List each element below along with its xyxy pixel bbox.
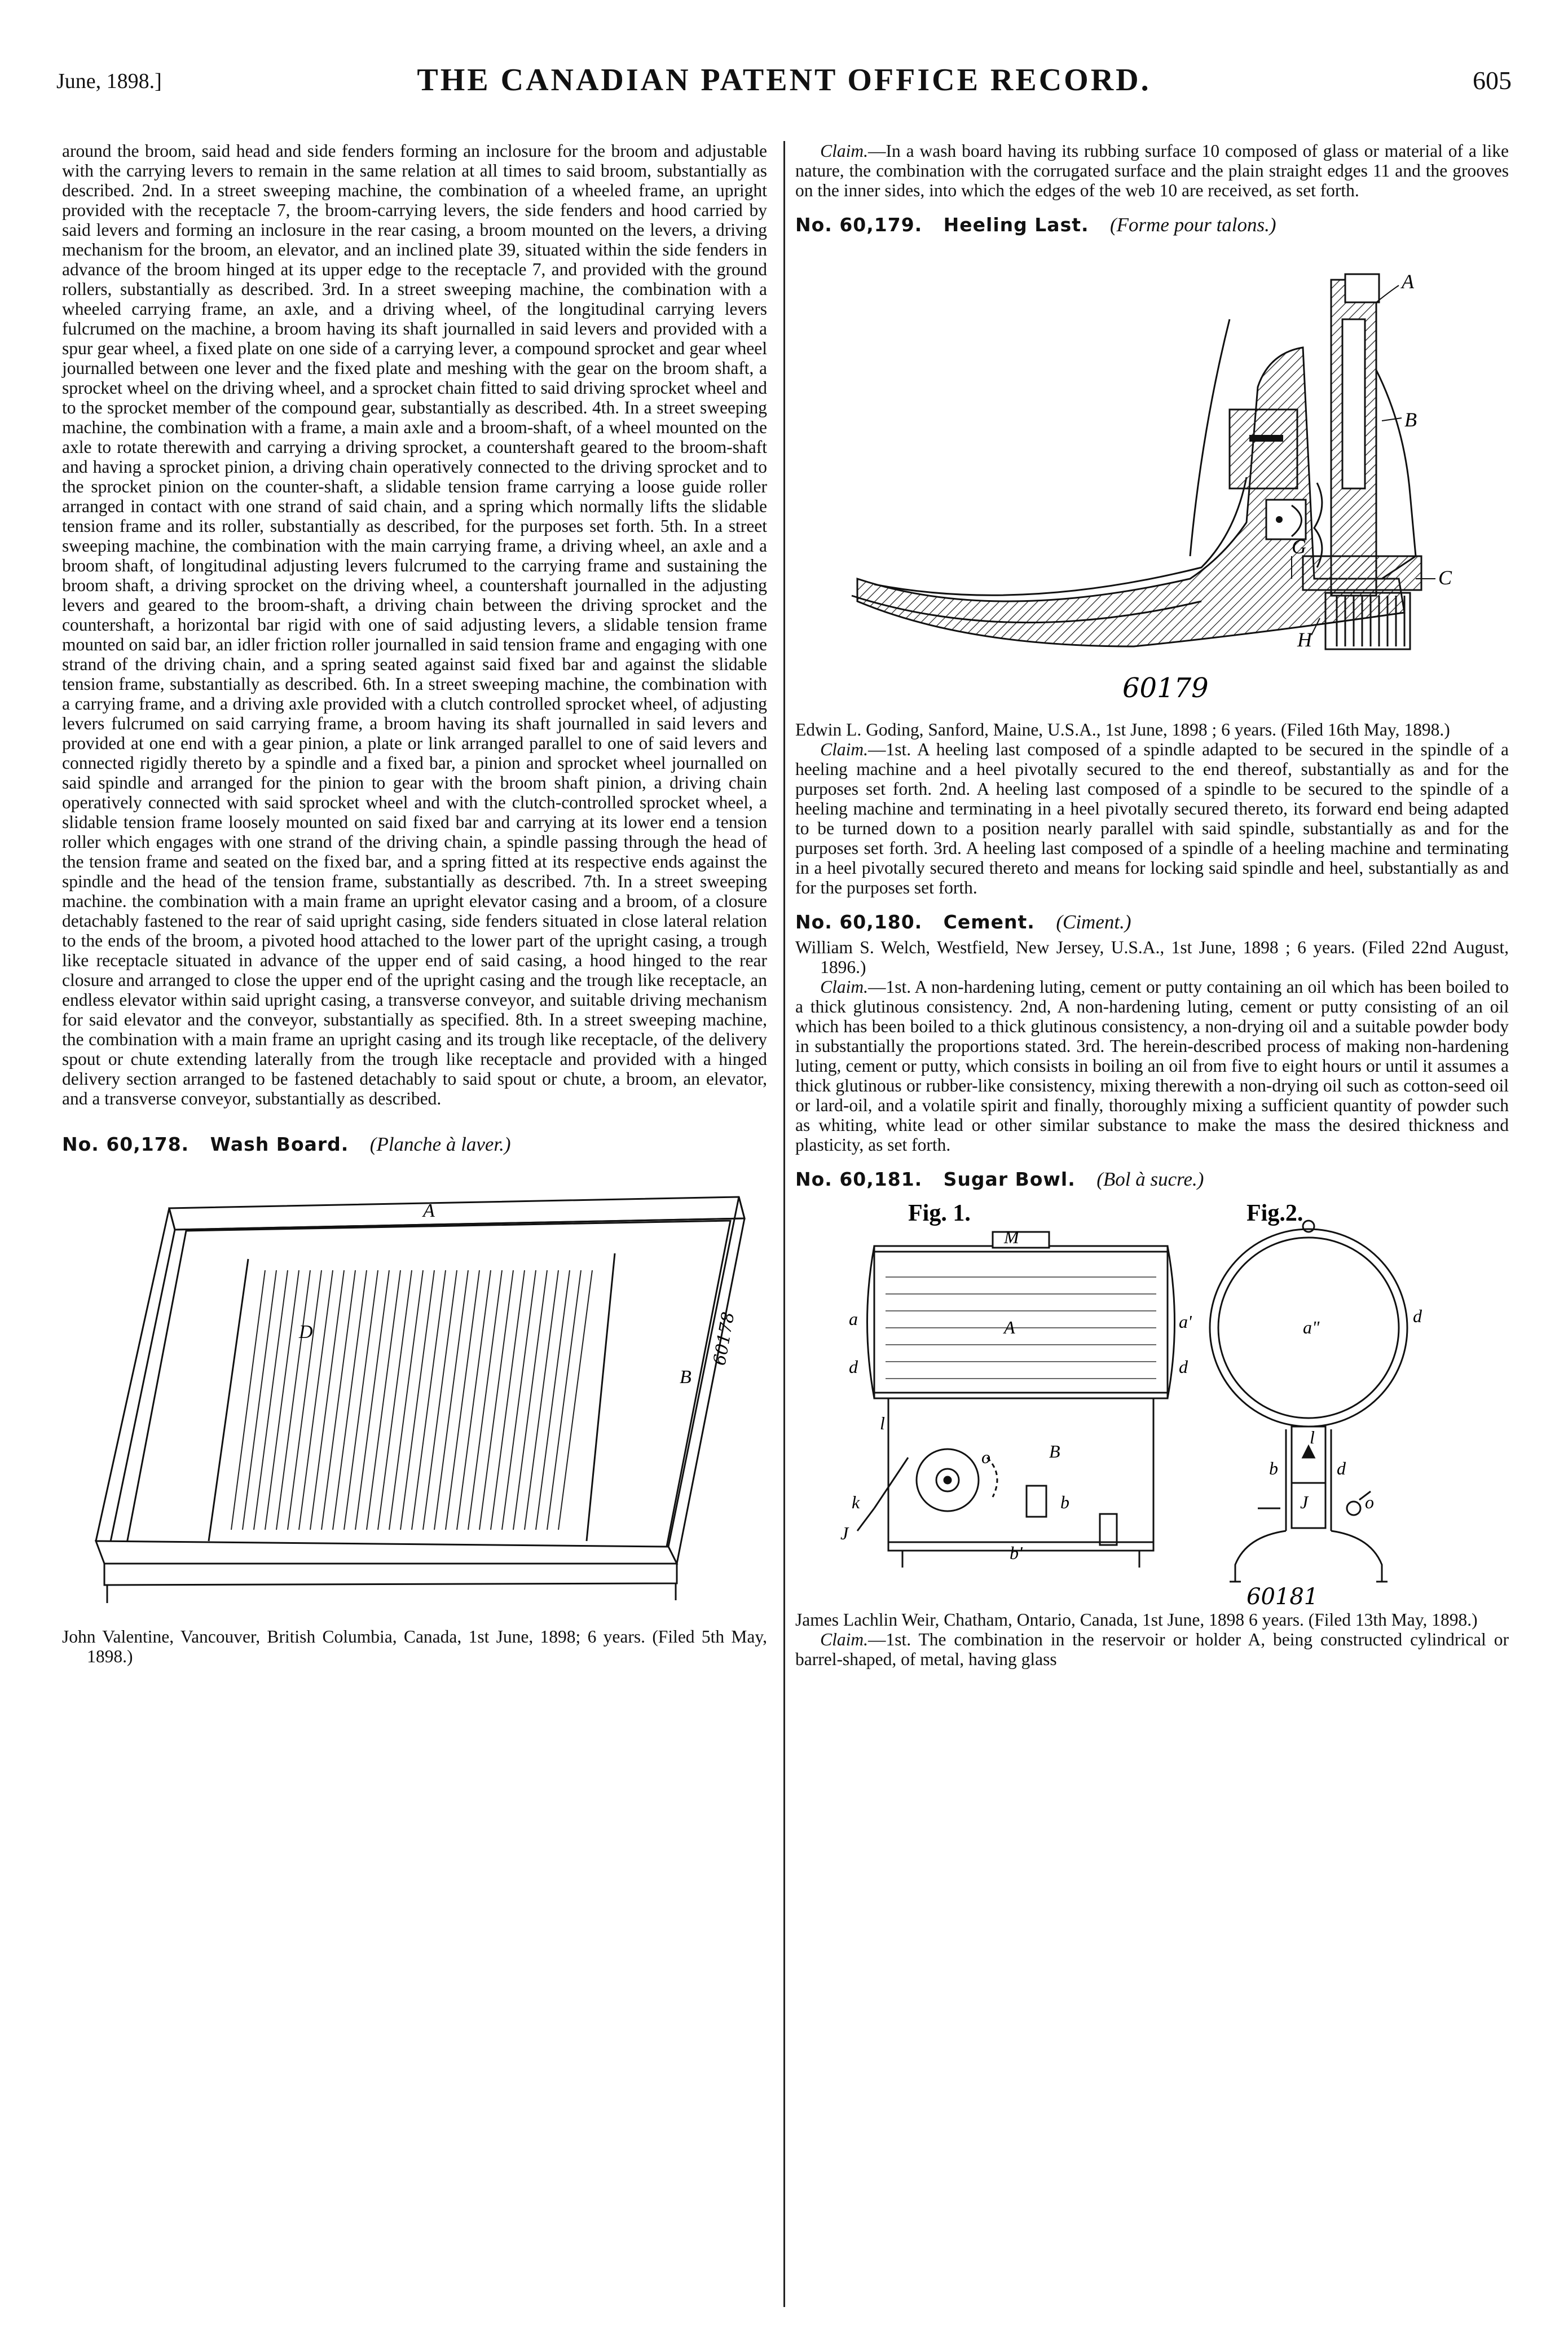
entry-60178-title: Wash Board.: [210, 1133, 349, 1155]
claim-60178: [795, 141, 1509, 200]
entry-60180-french: (Ciment.): [1056, 911, 1131, 933]
sugar-fig-label-j: J: [840, 1523, 849, 1543]
entry-60180-title: Cement.: [943, 911, 1035, 933]
claim-60181: [795, 1630, 1509, 1669]
wash-fig-label-a: A: [423, 1200, 435, 1221]
heel-fig-label-a: A: [1402, 270, 1414, 293]
sugar-fig2-label-j: J: [1300, 1492, 1309, 1512]
page-number: 605: [1473, 66, 1512, 95]
sugar-fig2-label-d: d: [1413, 1306, 1422, 1326]
entry-60180-applicant: William S. Welch, Westfield, New Jersey, U.S.A., 1st June, 1898 ; 6 years. (Filed 22nd August, 1896.): [795, 937, 1509, 977]
sugar-fig-label-a1: a': [1179, 1311, 1192, 1332]
fig1-label: Fig. 1.: [908, 1200, 971, 1226]
sugar-fig-label-b: b: [1060, 1492, 1069, 1512]
claim-60179: [795, 739, 1509, 897]
entry-60178-number: No. 60,178.: [62, 1133, 190, 1155]
claim-60178-text: —In a wash board having its rubbing surface 10 composed of glass or material of a like nature, the combination with the corrugated surface and the plain straight edges 11 and the grooves on the inner sides, into which the edges of the web 10 are received, as set forth.: [795, 141, 1509, 200]
heel-fig-label-b: B: [1404, 408, 1417, 431]
header-date: June, 1898.]: [56, 69, 162, 93]
entry-60179-french: (Forme pour talons.): [1110, 214, 1276, 236]
heel-fig-label-g: G: [1292, 535, 1306, 558]
wash-fig-label-d: D: [299, 1322, 313, 1342]
sugar-fig-label-d-right: d: [1179, 1357, 1188, 1377]
sugar-fig-label-o: o: [981, 1447, 990, 1467]
entry-60180-number: No. 60,180.: [795, 911, 923, 933]
entry-60178-french: (Planche à laver.): [369, 1133, 511, 1155]
claim-60180: [795, 977, 1509, 1155]
right-column: [795, 141, 1509, 1669]
sugar-fig-label-a: a: [849, 1309, 858, 1329]
claim-60179-text: —1st. A heeling last composed of a spindle adapted to be secured in the spindle of a heeling machine and a heel pivotally secured to the end thereof, substantially as and for the purposes set forth. 2nd. A heeling last composed of a spindle to be secured to the spindle of a heeling machine and terminating in a heel pivotally secured thereto, its forward end being adapted to be turned down to a position nearly parallel with said spindle, substantially as and for the purposes set forth. 3rd. A heeling last composed of a spindle of a heeling machine and terminating in a heel pivotally secured thereto and means for locking said spindle and heel, substantially as and for the purposes set forth.: [795, 739, 1509, 897]
sugar-fig2-label-a2: a": [1303, 1317, 1320, 1337]
sugar-fig2-label-o: o: [1365, 1492, 1374, 1512]
claim-60181-text: —1st. The combination in the reservoir or holder A, being constructed cylindrical or barrel-shaped, of metal, having glass: [795, 1630, 1509, 1669]
sugar-fig-label-d: d: [849, 1357, 858, 1377]
claim-60180-text: —1st. A non-hardening luting, cement or putty containing an oil which has been boiled to a thick glutinous consistency. 2nd, A non-hardening luting, cement or putty consisting of an oil which has been boiled to a thick glutinous consistency, a non-drying oil and a suitable powder body in substantially the proportions stated. 3rd. The herein-described process of making non-hardening luting, cement or putty, which consists in boiling an oil from five to eight hours or until it assumes a thick glutinous or rubber-like consistency, mixing therewith a non-drying oil such as cotton-seed oil or lard-oil, and a volatile spirit and finally, thoroughly mixing a sufficient quantity of powder such as whiting, white lead or other similar substance to make the mass the desired thickness and plasticity, as set forth.: [795, 977, 1509, 1155]
left-column: [62, 141, 767, 1666]
entry-60178-heading: [62, 1134, 767, 1154]
heel-fig-label-c: C: [1438, 566, 1452, 589]
column-divider: [783, 141, 785, 2307]
wash-board-figure: [62, 1169, 767, 1614]
wash-fig-patent-number: 60178: [710, 1310, 739, 1367]
claim-60180-label: Claim.: [820, 977, 868, 997]
sugar-fig-patent-number: 60181: [1247, 1584, 1319, 1610]
heeling-last-drawing: [795, 240, 1509, 720]
sugar-fig-label-k: k: [852, 1492, 860, 1512]
entry-60181-title: Sugar Bowl.: [943, 1168, 1076, 1190]
wash-fig-label-b: B: [680, 1367, 691, 1388]
sugar-fig2-label-b: b: [1269, 1458, 1278, 1478]
entry-60181-french: (Bol à sucre.): [1096, 1168, 1204, 1190]
sugar-fig-label-b1: b': [1010, 1543, 1023, 1563]
entry-60181-number: No. 60,181.: [795, 1168, 923, 1190]
entry-60179-heading: [795, 215, 1509, 235]
sugar-bowl-drawing: [795, 1192, 1509, 1610]
sugar-fig-label-m: M: [1004, 1227, 1019, 1247]
heeling-last-figure: [795, 240, 1509, 720]
fig2-label: Fig.2.: [1247, 1200, 1303, 1226]
entry-60178-applicant: John Valentine, Vancouver, British Columbia, Canada, 1st June, 1898; 6 years. (Filed 5th May, 1898.): [62, 1627, 767, 1666]
entry-60180-heading: [795, 912, 1509, 932]
sugar-fig-label-l: l: [880, 1413, 885, 1433]
header-title: THE CANADIAN PATENT OFFICE RECORD.: [417, 63, 1151, 98]
sugar-fig2-label-l: l: [1310, 1427, 1315, 1447]
entry-60181-applicant: James Lachlin Weir, Chatham, Ontario, Canada, 1st June, 1898 6 years. (Filed 13th May, 1898.): [795, 1610, 1478, 1630]
entry-60179-title: Heeling Last.: [943, 214, 1089, 236]
wash-board-drawing: [62, 1169, 767, 1614]
continued-claim-text: around the broom, said head and side fenders forming an inclosure for the broom and adjustable with the carrying levers to remain in the same relation at all times to said broom, substantially as described. 2nd. In a street sweeping machine, the combination of a wheeled frame, an upright provided with the receptacle 7, the broom-carrying levers, the side fenders and hood carried by said levers and forming an inclosure in the rear casing, a broom mounted on the levers, a driving mechanism for the broom, an elevator, and an inclined plate 39, situated within the side fenders in advance of the broom hinged at its upper edge to the receptacle 7, and provided with the ground rollers, substantially as described. 3rd. In a street sweeping machine, the combination with a wheeled carrying frame, an axle, and a driving wheel, of the longitudinal carrying levers fulcrumed on the machine, a broom having its shaft journalled in said levers and provided with a spur gear wheel, a fixed plate on one side of a carrying lever, a compound sprocket and gear wheel journalled between one lever and the fixed plate and meshing with the gear on the broom shaft, a sprocket wheel on the driving wheel, and a sprocket chain fitted to said driving sprocket wheel and to the sprocket member of the compound gear, substantially as described. 4th. In a street sweeping machine, the combination with a frame, a main axle and a broom-shaft, of a wheel mounted on the axle to rotate therewith and carrying a driving sprocket, a countershaft geared to the broom-shaft and having a sprocket pinion, a driving chain operatively connected to the driving sprocket and to the sprocket pinion on the counter-shaft, a slidable tension frame carrying a loose guide roller arranged in contact with one strand of said chain, and a spring which normally lifts the slidable tension frame and its roller, substantially as described, for the purposes set forth. 5th. In a street sweeping machine, the combination with the main carrying frame, a driving wheel, an axle and a broom shaft, of longitudinal adjusting levers fulcrumed to the carrying frame and sustaining the broom shaft, a driving sprocket on the driving wheel, a countershaft journalled in the adjusting levers and geared to the broom-shaft, a driving chain between the driving sprocket and the countershaft, a horizontal bar rigid with one of said adjusting levers, a slidable tension frame mounted on said bar, an idler friction roller journalled in said tension frame and engaging with one strand of the driving chain, and a spring seated against said fixed bar and against the slidable tension frame, substantially as described. 6th. In a street sweeping machine, the combination with a carrying frame, and a driving axle provided with a clutch controlled sprocket wheel, of adjusting levers fulcrumed on said carrying frame, a broom having its shaft journalled in said levers and provided at one end with a gear pinion, a plate or link arranged parallel to one of said levers and connected rigidly thereto by a spindle and a fixed bar, a pinion and sprocket wheel journalled on said spindle and arranged for the pinion to gear with the broom shaft pinion, a driving chain operatively connected with said sprocket wheel and with the clutch-controlled sprocket wheel, a slidable tension frame loosely mounted on said fixed bar and carrying at its lower end a tension roller which engages with one strand of the driving chain, a spindle passing through the head of the tension frame and seated on the fixed bar, and a spring fitted at its respective ends against the spindle and the head of the tension frame, substantially as described. 7th. In a street sweeping machine. the combination with a main frame an upright elevator casing and a broom, of a closure detachably fastened to the rear of said upright casing, side fenders situated in close lateral relation to the ends of the broom, a pivoted hood attached to the lower part of the upright casing, a trough like receptacle situated in advance of the upper end of said casing, a hood hinged to the rear closure and arranged to close the upper end of the upright casing and the trough like receptacle, an endless elevator within said upright casing, a transverse conveyor, and suitable driving mechanism for said elevator and the conveyor, substantially as specified. 8th. In a street sweeping machine, the combination with a main frame an upright casing and its trough like receptacle, of the delivery spout or chute extending laterally from the trough like receptacle and provided with a hinged delivery section arranged to be fastened detachably to said spout or chute, a broom, an elevator, and a transverse conveyor, substantially as described.: [62, 141, 767, 1108]
claim-60179-label: Claim.: [820, 739, 868, 759]
claim-60181-label: Claim.: [820, 1630, 868, 1649]
page-header: [56, 56, 1512, 107]
sugar-fig-label-a-cap: A: [1004, 1317, 1015, 1337]
entry-60179-applicant: Edwin L. Goding, Sanford, Maine, U.S.A., 1st June, 1898 ; 6 years. (Filed 16th May, 1898.): [795, 720, 1450, 739]
entry-60181-heading: [795, 1169, 1509, 1189]
sugar-fig2-label-d2: d: [1337, 1458, 1346, 1478]
heel-fig-patent-number: 60179: [1122, 672, 1209, 704]
sugar-fig-label-b-cap: B: [1049, 1441, 1060, 1461]
heel-fig-label-h: H: [1297, 628, 1312, 651]
sugar-bowl-figure: [795, 1192, 1509, 1610]
entry-60179-number: No. 60,179.: [795, 214, 923, 236]
claim-60178-label: Claim.: [820, 141, 868, 161]
